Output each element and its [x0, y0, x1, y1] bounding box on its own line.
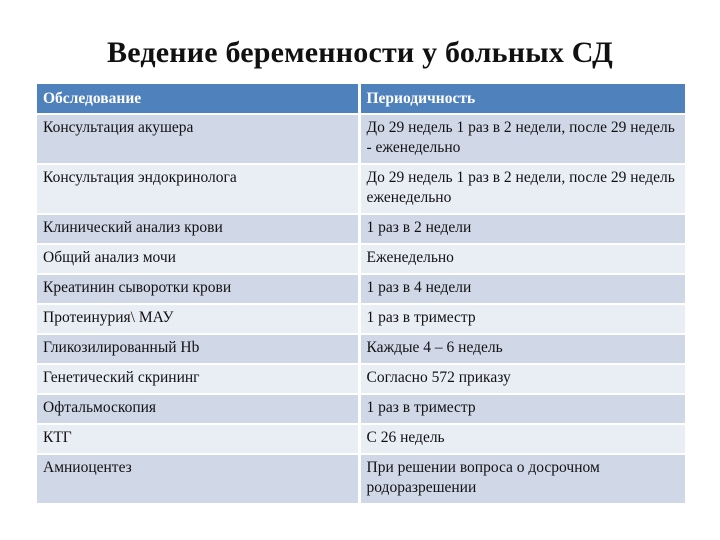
header-examination: Обследование: [37, 84, 359, 114]
periodicity-cell: С 26 недель: [359, 424, 685, 454]
periodicity-cell: 1 раз в триместр: [359, 304, 685, 334]
examination-cell: Клинический анализ крови: [37, 214, 359, 244]
table-row: [37, 244, 685, 274]
examination-cell: Консультация эндокринолога: [37, 164, 359, 214]
periodicity-cell: Согласно 572 приказу: [359, 364, 685, 394]
table-row: [37, 334, 685, 364]
examination-cell: Генетический скрининг: [37, 364, 359, 394]
table-row: [37, 164, 685, 214]
schedule-table: [37, 84, 685, 503]
table-row: [37, 364, 685, 394]
periodicity-cell: При решении вопроса о досрочном родоразрешении: [359, 454, 685, 503]
examination-cell: Протеинурия\ МАУ: [37, 304, 359, 334]
page-title: Ведение беременности у больных СД: [107, 36, 613, 69]
examination-cell: КТГ: [37, 424, 359, 454]
header-periodicity: Периодичность: [359, 84, 685, 114]
table-row: [37, 454, 685, 503]
table-row: [37, 114, 685, 164]
table-row: [37, 304, 685, 334]
table-header-row: [37, 84, 685, 114]
periodicity-cell: 1 раз в триместр: [359, 394, 685, 424]
examination-cell: Офтальмоскопия: [37, 394, 359, 424]
table-row: [37, 424, 685, 454]
table-row: [37, 394, 685, 424]
periodicity-cell: Каждые 4 – 6 недель: [359, 334, 685, 364]
examination-cell: Гликозилированный Hb: [37, 334, 359, 364]
examination-cell: Креатинин сыворотки крови: [37, 274, 359, 304]
examination-cell: Общий анализ мочи: [37, 244, 359, 274]
periodicity-cell: До 29 недель 1 раз в 2 недели, после 29 недель еженедельно: [359, 164, 685, 214]
examination-cell: Амниоцентез: [37, 454, 359, 503]
periodicity-cell: Еженедельно: [359, 244, 685, 274]
table-row: [37, 214, 685, 244]
periodicity-cell: 1 раз в 2 недели: [359, 214, 685, 244]
periodicity-cell: До 29 недель 1 раз в 2 недели, после 29 недель - еженедельно: [359, 114, 685, 164]
table-row: [37, 274, 685, 304]
periodicity-cell: 1 раз в 4 недели: [359, 274, 685, 304]
examination-cell: Консультация акушера: [37, 114, 359, 164]
